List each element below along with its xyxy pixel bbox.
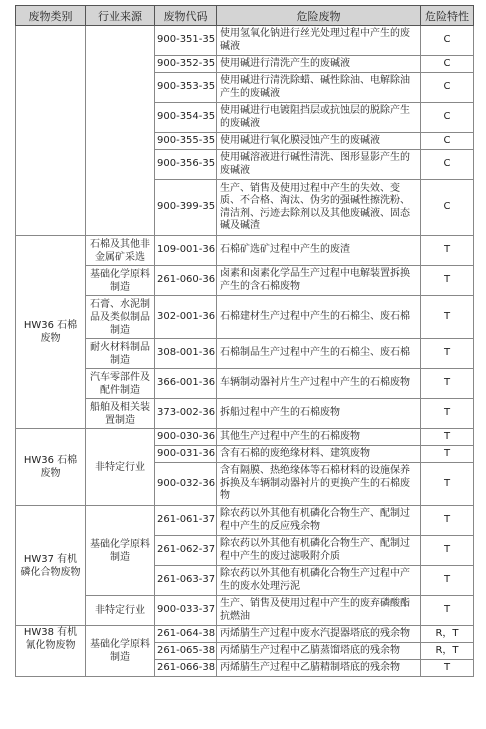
table-row bbox=[16, 236, 474, 266]
waste-description: 使用氢氧化钠进行丝光处理过程中产生的废碱液 bbox=[217, 26, 421, 56]
industry-cell: 基础化学原料制造 bbox=[86, 266, 155, 296]
waste-description: 丙烯腈生产过程中乙腈精制塔底的残余物 bbox=[217, 660, 421, 677]
industry-cell: 汽车零部件及配件制造 bbox=[86, 369, 155, 399]
industry-cell: 基础化学原料制造 bbox=[86, 506, 155, 596]
hazard-code: R，T bbox=[421, 643, 474, 660]
waste-code: 900-033-37 bbox=[155, 596, 217, 626]
waste-description: 其他生产过程中产生的石棉废物 bbox=[217, 429, 421, 446]
industry-cell-blank bbox=[86, 26, 155, 236]
hazard-code: T bbox=[421, 506, 474, 536]
waste-code: 900-352-35 bbox=[155, 56, 217, 73]
waste-description: 使用碱进行清洗除蜡、碱性除油、电解除油产生的废碱液 bbox=[217, 73, 421, 103]
table-row bbox=[16, 26, 474, 56]
waste-description: 除农药以外其他有机磷化合物生产、配制过程中产生的废过滤吸附介质 bbox=[217, 536, 421, 566]
header-code: 废物代码 bbox=[155, 6, 217, 26]
category-hw37: HW37 有机磷化合物废物 bbox=[16, 506, 86, 626]
waste-code: 900-355-35 bbox=[155, 133, 217, 150]
waste-description: 生产、销售及使用过程中产生的废弃磷酸酯抗燃油 bbox=[217, 596, 421, 626]
waste-description: 石棉建材生产过程中产生的石棉尘、废石棉 bbox=[217, 296, 421, 339]
table-row bbox=[16, 429, 474, 446]
hazard-code: T bbox=[421, 566, 474, 596]
waste-code: 261-066-38 bbox=[155, 660, 217, 677]
waste-code: 900-356-35 bbox=[155, 150, 217, 180]
hazard-code: C bbox=[421, 180, 474, 236]
header-industry: 行业来源 bbox=[86, 6, 155, 26]
hazard-code: T bbox=[421, 266, 474, 296]
waste-description: 含有隔膜、热绝缘体等石棉材料的设施保养拆换及车辆制动器衬片的更换产生的石棉废物 bbox=[217, 463, 421, 506]
waste-description: 石棉制品生产过程中产生的石棉尘、废石棉 bbox=[217, 339, 421, 369]
waste-description: 丙烯腈生产过程中乙腈蒸馏塔底的残余物 bbox=[217, 643, 421, 660]
waste-code: 900-032-36 bbox=[155, 463, 217, 506]
hazard-code: T bbox=[421, 446, 474, 463]
waste-description: 使用碱溶液进行碱性清洗、图形显影产生的废碱液 bbox=[217, 150, 421, 180]
industry-cell: 基础化学原料制造 bbox=[86, 626, 155, 677]
waste-description: 生产、销售及使用过程中产生的失效、变质、不合格、淘汰、伪劣的强碱性擦洗粉、清洁剂、污迹去除剂以及其他废碱液、固态碱及碱渣 bbox=[217, 180, 421, 236]
hazard-code: T bbox=[421, 369, 474, 399]
waste-description: 含有石棉的废绝缘材料、建筑废物 bbox=[217, 446, 421, 463]
waste-description: 使用碱进行清洗产生的废碱液 bbox=[217, 56, 421, 73]
industry-cell: 非特定行业 bbox=[86, 596, 155, 626]
category-hw36: HW36 石棉废物 bbox=[16, 236, 86, 429]
header-waste: 危险废物 bbox=[217, 6, 421, 26]
industry-cell: 石棉及其他非金属矿采选 bbox=[86, 236, 155, 266]
waste-description: 使用碱进行氧化膜浸蚀产生的废碱液 bbox=[217, 133, 421, 150]
waste-code: 109-001-36 bbox=[155, 236, 217, 266]
category-hw36: HW36 石棉废物 bbox=[16, 429, 86, 506]
waste-code: 261-062-37 bbox=[155, 536, 217, 566]
waste-code: 261-060-36 bbox=[155, 266, 217, 296]
table-row bbox=[16, 626, 474, 643]
hazard-code: T bbox=[421, 339, 474, 369]
waste-description: 拆船过程中产生的石棉废物 bbox=[217, 399, 421, 429]
hazard-code: T bbox=[421, 296, 474, 339]
hazard-code: C bbox=[421, 103, 474, 133]
hazard-code: T bbox=[421, 463, 474, 506]
hazard-code: C bbox=[421, 73, 474, 103]
category-cell-blank bbox=[16, 26, 86, 236]
hazard-code: T bbox=[421, 236, 474, 266]
industry-cell: 船舶及相关装置制造 bbox=[86, 399, 155, 429]
waste-code: 373-002-36 bbox=[155, 399, 217, 429]
header-hazard: 危险特性 bbox=[421, 6, 474, 26]
waste-description: 车辆制动器衬片生产过程中产生的石棉废物 bbox=[217, 369, 421, 399]
waste-code: 900-354-35 bbox=[155, 103, 217, 133]
waste-description: 使用碱进行电镀阻挡层或抗蚀层的脱除产生的废碱液 bbox=[217, 103, 421, 133]
waste-code: 261-061-37 bbox=[155, 506, 217, 536]
header-category: 废物类别 bbox=[16, 6, 86, 26]
hazard-code: T bbox=[421, 429, 474, 446]
hazard-code: C bbox=[421, 150, 474, 180]
hazard-code: C bbox=[421, 26, 474, 56]
waste-description: 除农药以外其他有机磷化合物生产、配制过程中产生的反应残余物 bbox=[217, 506, 421, 536]
waste-code: 261-064-38 bbox=[155, 626, 217, 643]
waste-code: 900-399-35 bbox=[155, 180, 217, 236]
industry-cell: 石膏、水泥制品及类似制品制造 bbox=[86, 296, 155, 339]
waste-description: 卤素和卤素化学品生产过程中电解装置拆换产生的含石棉废物 bbox=[217, 266, 421, 296]
hazard-code: C bbox=[421, 133, 474, 150]
waste-code: 900-031-36 bbox=[155, 446, 217, 463]
hazardous-waste-table bbox=[15, 5, 474, 677]
hazard-code: R，T bbox=[421, 626, 474, 643]
industry-cell: 耐火材料制品制造 bbox=[86, 339, 155, 369]
waste-code: 900-353-35 bbox=[155, 73, 217, 103]
hazard-code: T bbox=[421, 596, 474, 626]
hazard-code: T bbox=[421, 660, 474, 677]
hazard-code: C bbox=[421, 56, 474, 73]
hazard-code: T bbox=[421, 399, 474, 429]
table-row bbox=[16, 506, 474, 536]
waste-description: 丙烯腈生产过程中废水汽提器塔底的残余物 bbox=[217, 626, 421, 643]
waste-code: 900-030-36 bbox=[155, 429, 217, 446]
waste-description: 除农药以外其他有机磷化合物生产过程中产生的废水处理污泥 bbox=[217, 566, 421, 596]
waste-description: 石棉矿选矿过程中产生的废渣 bbox=[217, 236, 421, 266]
hazard-code: T bbox=[421, 536, 474, 566]
waste-code: 366-001-36 bbox=[155, 369, 217, 399]
waste-code: 261-063-37 bbox=[155, 566, 217, 596]
category-hw38: HW38 有机氰化物废物 bbox=[16, 626, 86, 677]
table-header-row bbox=[16, 6, 474, 26]
waste-code: 308-001-36 bbox=[155, 339, 217, 369]
waste-code: 302-001-36 bbox=[155, 296, 217, 339]
waste-code: 261-065-38 bbox=[155, 643, 217, 660]
waste-code: 900-351-35 bbox=[155, 26, 217, 56]
industry-cell: 非特定行业 bbox=[86, 429, 155, 506]
